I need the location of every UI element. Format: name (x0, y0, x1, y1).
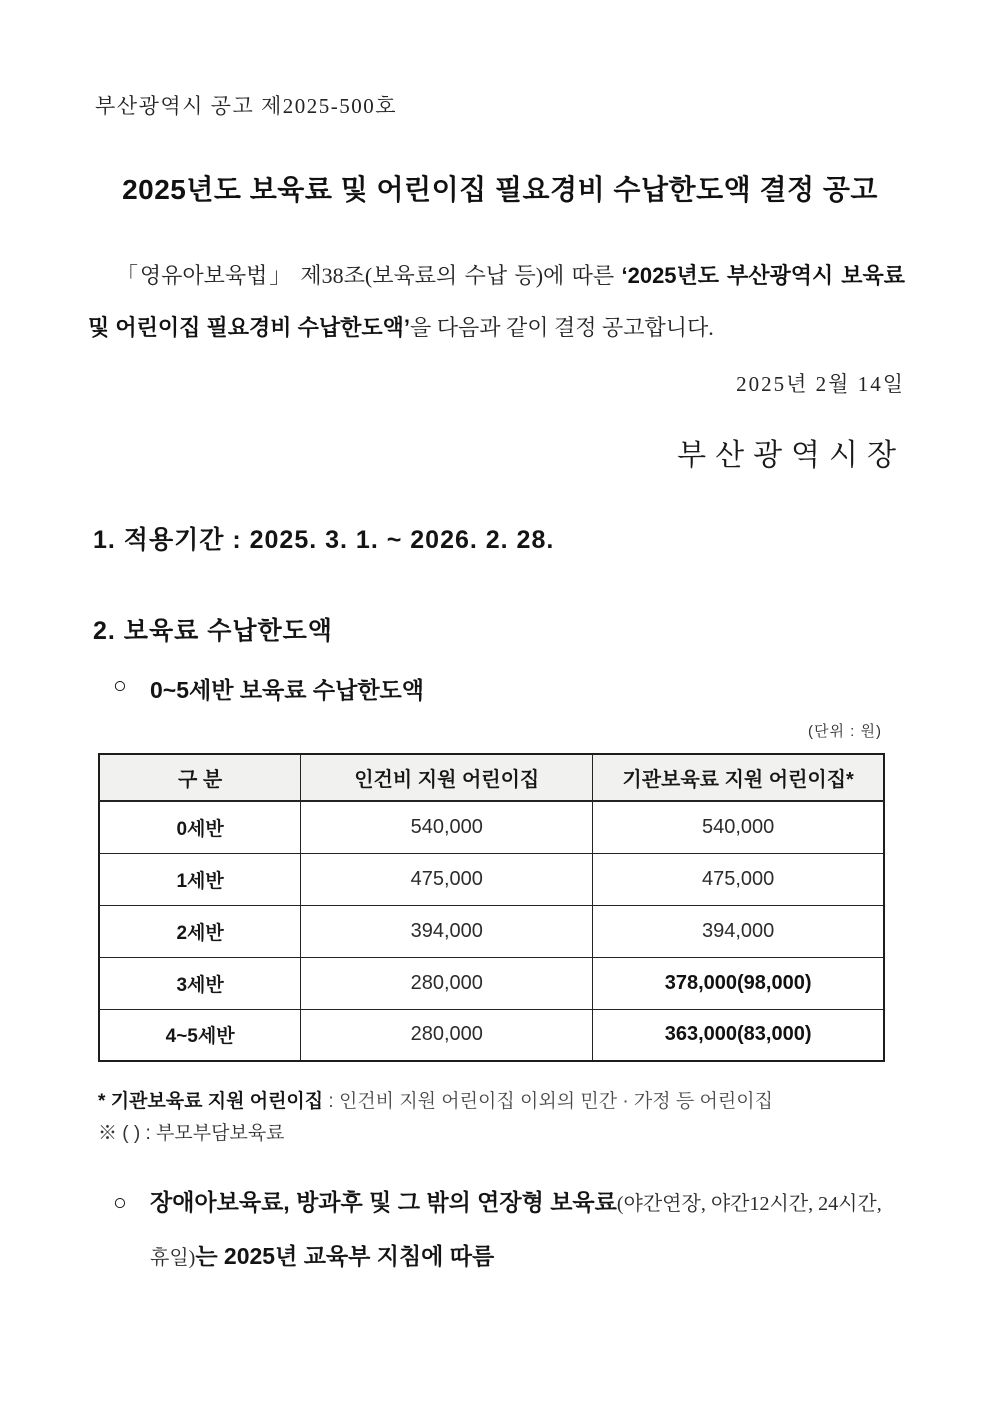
intro-paragraph (88, 250, 905, 354)
row-label-age2: 2세반 (99, 905, 301, 957)
row-label-age4-5: 4~5세반 (99, 1009, 301, 1061)
bullet1-text: 0~5세반 보육료 수납한도액 (150, 677, 424, 703)
value-age2-personnel: 394,000 (301, 905, 593, 957)
table-row (99, 801, 884, 853)
value-age3-personnel: 280,000 (301, 957, 593, 1009)
circle-bullet-icon: ○ (113, 672, 127, 698)
table-header-row (99, 754, 884, 801)
section-fee-limits: 2. 보육료 수납한도액 (93, 617, 333, 645)
value-age4-5-institution: 363,000(83,000) (593, 1009, 884, 1061)
footnote1-term: 기관보육료 지원 어린이집 (110, 1091, 324, 1112)
notice-number: 부산광역시 공고 제2025-500호 (95, 94, 398, 118)
header-institution-supported: 기관보육료 지원 어린이집* (593, 754, 884, 801)
asterisk-icon: * (98, 1091, 106, 1112)
bullet2-parenthetical: (야간연장, 야간12시간, 24시간, 휴일) (150, 1193, 882, 1269)
bullet2-bold-lead: 장애아보육료, 방과후 및 그 밖의 연장형 보육료 (150, 1189, 617, 1215)
value-age3-institution: 378,000(98,000) (593, 957, 884, 1009)
value-age1-personnel: 475,000 (301, 853, 593, 905)
footnote-parenthesis-meaning: ※ ( ) : 부모부담보육료 (98, 1123, 285, 1144)
circle-bullet-icon: ○ (113, 1189, 127, 1215)
row-label-age0: 0세반 (99, 801, 301, 853)
table-row (99, 957, 884, 1009)
footnote1-definition: : 인건비 지원 어린이집 이외의 민간 · 가정 등 어린이집 (323, 1091, 773, 1112)
value-age2-institution: 394,000 (593, 905, 884, 957)
intro-lead: 「영유아보육법」 제38조(보육료의 수납 등)에 따른 (116, 263, 622, 288)
value-age1-institution: 475,000 (593, 853, 884, 905)
intro-tail: 을 다음과 같이 결정 공고합니다. (409, 315, 714, 340)
table-row (99, 853, 884, 905)
bullet-age-class-fee-limits (95, 672, 910, 705)
issuer-signature: 부산광역시장 (677, 439, 905, 472)
section-application-period: 1. 적용기간 : 2025. 3. 1. ~ 2026. 2. 28. (93, 526, 555, 554)
value-age0-personnel: 540,000 (301, 801, 593, 853)
header-personnel-supported: 인건비 지원 어린이집 (301, 754, 593, 801)
row-label-age3: 3세반 (99, 957, 301, 1009)
table-unit-label: (단위 : 원) (808, 723, 882, 740)
bullet-extended-care-fees (95, 1176, 913, 1284)
value-age0-institution: 540,000 (593, 801, 884, 853)
intro-emphasis: ‘2025년도 부산광역시 보육료 및 어린이집 필요경비 수납한도액’ (88, 263, 905, 340)
notice-date: 2025년 2월 14일 (736, 372, 905, 396)
fee-limit-table (98, 753, 885, 1062)
header-category: 구 분 (99, 754, 301, 801)
table-row (99, 1009, 884, 1061)
bullet2-bold-tail: 는 2025년 교육부 지침에 따름 (195, 1243, 495, 1269)
document-title: 2025년도 보육료 및 어린이집 필요경비 수납한도액 결정 공고 (122, 174, 878, 205)
value-age4-5-personnel: 280,000 (301, 1009, 593, 1061)
footnote-institution-definition (98, 1086, 910, 1113)
table-row (99, 905, 884, 957)
row-label-age1: 1세반 (99, 853, 301, 905)
